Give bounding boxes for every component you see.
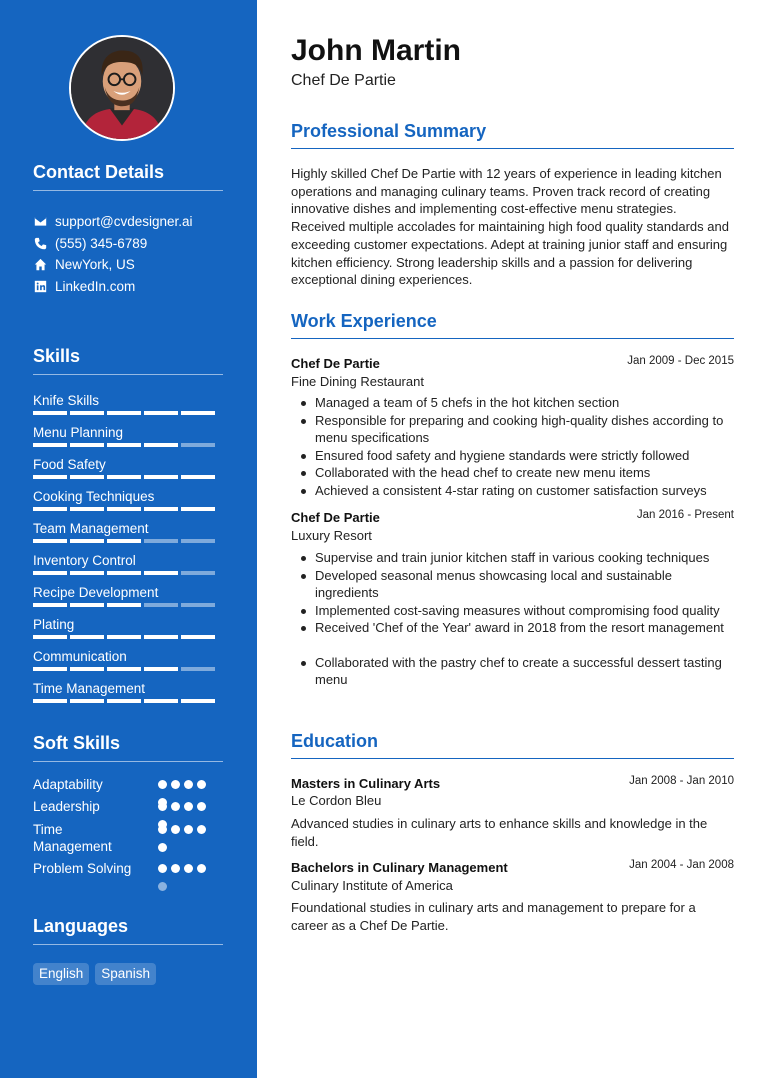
skill-level-segment <box>181 475 215 479</box>
edu-school: Le Cordon Bleu <box>291 793 382 808</box>
skill-name: Recipe Development <box>33 585 159 600</box>
linkedin-icon <box>33 279 47 293</box>
soft-skill-item <box>33 798 158 815</box>
skill-level-segment <box>33 539 67 543</box>
skill-item <box>33 649 223 681</box>
contact-location-text: NewYork, US <box>55 257 135 273</box>
soft-skill-item <box>33 860 158 877</box>
skill-level-segment <box>144 539 178 543</box>
skill-level-bar <box>33 507 223 511</box>
job-company: Luxury Resort <box>291 528 372 543</box>
skill-level-segment <box>70 635 104 639</box>
skill-item <box>33 681 223 713</box>
skill-item <box>33 489 223 521</box>
skill-item <box>33 553 223 585</box>
skill-level-segment <box>33 699 67 703</box>
rating-dot <box>184 780 193 789</box>
skill-name: Knife Skills <box>33 393 100 408</box>
skill-level-segment <box>70 475 104 479</box>
skill-level-segment <box>107 667 141 671</box>
summary-text: Highly skilled Chef De Partie with 12 years of experience in leading kitchen operations and managing culinary teams. Proven track record of creating innovative dishes and implementing cost-effective menu strategies. Received multiple accolades for maintaining high food quality standards and exceeding customer expectations. Adept at training junior staff and ensuring kitchen efficiency. Strong leadership skills and a passion for delivering exceptional dining experiences. <box>291 166 729 288</box>
experience-title: Work Experience <box>291 311 734 339</box>
job-date: Jan 2016 - Present <box>636 509 734 521</box>
skill-level-segment <box>107 571 141 575</box>
skill-level-segment <box>181 443 215 447</box>
skill-name: Inventory Control <box>33 553 136 568</box>
job-bullet: Developed seasonal menus showcasing local and sustainable ingredients <box>291 567 734 602</box>
skill-level-bar <box>33 667 223 671</box>
skill-level-segment <box>144 667 178 671</box>
soft-skill-name: Leadership <box>33 799 100 814</box>
job-bullet: Implemented cost-saving measures without compromising food quality <box>291 602 734 620</box>
skill-level-segment <box>144 571 178 575</box>
job-bullet: Ensured food safety and hygiene standards were strictly followed <box>291 447 734 465</box>
skills-section <box>33 346 223 713</box>
contact-linkedin-text: LinkedIn.com <box>55 278 136 294</box>
skill-level-bar <box>33 443 223 447</box>
rating-dot <box>171 825 180 834</box>
skill-level-segment <box>144 507 178 511</box>
contact-location <box>33 254 223 276</box>
job-bullets <box>291 394 734 499</box>
job-bullet: Collaborated with the head chef to create new menu items <box>291 464 734 482</box>
summary-title: Professional Summary <box>291 121 734 149</box>
skill-level-segment <box>107 475 141 479</box>
rating-dot <box>171 864 180 873</box>
skill-level-segment <box>181 667 215 671</box>
skill-level-segment <box>144 411 178 415</box>
edu-date: Jan 2008 - Jan 2010 <box>629 775 734 787</box>
skill-level-segment <box>33 443 67 447</box>
edu-date: Jan 2004 - Jan 2008 <box>629 859 734 871</box>
contact-section <box>33 162 223 297</box>
skill-level-segment <box>181 571 215 575</box>
avatar <box>69 35 175 141</box>
skill-level-segment <box>107 635 141 639</box>
skills-list <box>33 393 223 713</box>
job-title: Chef De Partie <box>291 356 380 371</box>
skill-level-segment <box>33 475 67 479</box>
rating-dot <box>197 780 206 789</box>
language-badge: English <box>33 963 89 985</box>
job-bullet: Received 'Chef of the Year' award in 2018 from the resort management <box>291 619 734 637</box>
skill-level-segment <box>144 443 178 447</box>
rating-dot <box>158 802 167 811</box>
skill-level-segment <box>144 699 178 703</box>
soft-skill-name: Time Management <box>33 822 112 854</box>
sidebar <box>0 0 257 1078</box>
skill-level-segment <box>70 571 104 575</box>
contact-linkedin[interactable] <box>33 276 223 298</box>
skill-name: Food Safety <box>33 457 106 472</box>
skill-level-segment <box>70 443 104 447</box>
job-title: Chef De Partie <box>291 510 380 525</box>
phone-icon <box>33 236 47 250</box>
skill-level-segment <box>107 603 141 607</box>
skill-name: Menu Planning <box>33 425 124 440</box>
skill-level-segment <box>107 539 141 543</box>
skill-level-segment <box>33 667 67 671</box>
skill-level-segment <box>70 603 104 607</box>
skill-level-segment <box>33 603 67 607</box>
rating-dot <box>184 802 193 811</box>
contact-title: Contact Details <box>33 162 223 191</box>
skill-level-segment <box>107 411 141 415</box>
rating-dot <box>158 825 167 834</box>
skill-item <box>33 457 223 489</box>
rating-dot <box>197 864 206 873</box>
edu-school: Culinary Institute of America <box>291 878 453 893</box>
skill-level-bar <box>33 571 223 575</box>
rating-dot <box>184 825 193 834</box>
edu-description: Foundational studies in culinary arts and management to prepare for a career as a Chef De Partie. <box>291 900 696 933</box>
skill-level-segment <box>181 507 215 511</box>
edu-degree: Masters in Culinary Arts <box>291 776 441 791</box>
skill-level-segment <box>33 411 67 415</box>
skill-level-segment <box>144 475 178 479</box>
job-bullet: Collaborated with the pastry chef to create a successful dessert tasting menu <box>291 654 734 689</box>
soft-skills-title: Soft Skills <box>33 733 223 762</box>
rating-dot <box>158 882 167 891</box>
skill-level-segment <box>181 635 215 639</box>
skill-level-segment <box>33 507 67 511</box>
job-date: Jan 2009 - Dec 2015 <box>627 355 734 367</box>
skill-level-bar <box>33 603 223 607</box>
contact-list <box>33 211 223 297</box>
skill-item <box>33 393 223 425</box>
soft-skills-section <box>33 733 223 876</box>
job-bullet: Achieved a consistent 4-star rating on customer satisfaction surveys <box>291 482 734 500</box>
skill-level-segment <box>70 539 104 543</box>
skill-item <box>33 585 223 617</box>
home-icon <box>33 258 47 272</box>
skill-level-segment <box>70 699 104 703</box>
skill-level-bar <box>33 475 223 479</box>
skill-item <box>33 521 223 553</box>
skill-level-bar <box>33 539 223 543</box>
edu-description: Advanced studies in culinary arts to enhance skills and knowledge in the field. <box>291 816 708 849</box>
language-badge: Spanish <box>95 963 156 985</box>
languages-title: Languages <box>33 916 223 945</box>
skill-level-bar <box>33 411 223 415</box>
skill-level-segment <box>70 411 104 415</box>
skill-level-bar <box>33 635 223 639</box>
skill-name: Communication <box>33 649 127 664</box>
person-name: John Martin <box>291 34 461 67</box>
contact-phone-text: (555) 345-6789 <box>55 235 148 251</box>
job-bullet: Responsible for preparing and cooking high-quality dishes according to menu specifications <box>291 412 734 447</box>
contact-phone[interactable] <box>33 233 223 255</box>
skill-level-segment <box>144 635 178 639</box>
skill-level-bar <box>33 699 223 703</box>
rating-dot <box>197 825 206 834</box>
soft-skill-name: Adaptability <box>33 777 103 792</box>
job-bullet: Supervise and train junior kitchen staff in various cooking techniques <box>291 549 734 567</box>
skill-level-segment <box>70 667 104 671</box>
skill-level-segment <box>107 699 141 703</box>
skill-level-segment <box>107 507 141 511</box>
skill-name: Team Management <box>33 521 149 536</box>
job-bullets <box>291 549 734 689</box>
soft-skill-name: Problem Solving <box>33 861 132 876</box>
skill-level-segment <box>181 539 215 543</box>
contact-email-text: support@cvdesigner.ai <box>55 214 193 230</box>
skill-name: Plating <box>33 617 75 632</box>
skill-level-segment <box>33 571 67 575</box>
languages-section <box>33 916 223 985</box>
skill-level-segment <box>70 507 104 511</box>
skills-title: Skills <box>33 346 223 375</box>
skill-level-segment <box>181 411 215 415</box>
skill-name: Cooking Techniques <box>33 489 155 504</box>
skill-level-segment <box>181 699 215 703</box>
rating-dot <box>171 780 180 789</box>
rating-dot <box>158 864 167 873</box>
skill-item <box>33 425 223 457</box>
skill-item <box>33 617 223 649</box>
contact-email[interactable] <box>33 211 223 233</box>
person-title: Chef De Partie <box>291 72 396 89</box>
job-company: Fine Dining Restaurant <box>291 374 424 389</box>
job-bullet: Managed a team of 5 chefs in the hot kitchen section <box>291 394 734 412</box>
rating-dot <box>158 843 167 852</box>
languages-list <box>33 963 223 985</box>
rating-dot <box>158 780 167 789</box>
education-title: Education <box>291 731 734 759</box>
soft-skill-item <box>33 776 158 793</box>
edu-degree: Bachelors in Culinary Management <box>291 860 508 875</box>
envelope-icon <box>33 215 47 229</box>
skill-level-segment <box>33 635 67 639</box>
rating-dot <box>184 864 193 873</box>
rating-dot <box>171 802 180 811</box>
skill-level-segment <box>144 603 178 607</box>
rating-dot <box>197 802 206 811</box>
skill-level-segment <box>107 443 141 447</box>
skill-name: Time Management <box>33 681 146 696</box>
skill-level-segment <box>181 603 215 607</box>
soft-skill-item <box>33 821 113 855</box>
profile-photo <box>71 37 173 139</box>
